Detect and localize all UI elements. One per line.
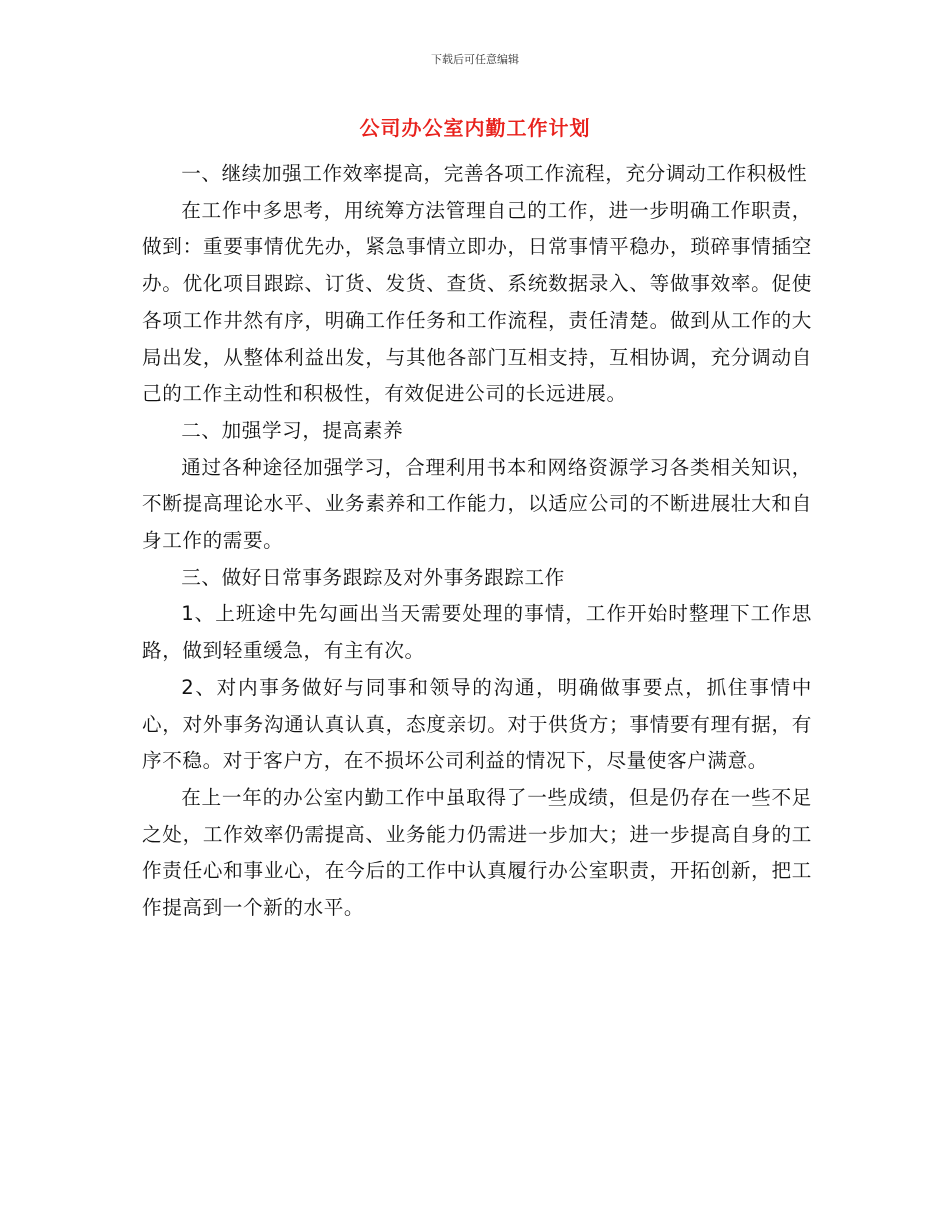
paragraph-1: 在工作中多思考，用统筹方法管理自己的工作，进一步明确工作职责，做到：重要事情优先办，紧急事情立即办，日常事情平稳办，琐碎事情插空办。优化项目跟踪、订货、发货、查货、系统数据录入、等做事效率。促使各项工作井然有序，明确工作任务和工作流程，责任清楚。做到从工作的大局出发，从整体利益出发，与其他各部门互相支持，互相协调，充分调动自己的工作主动性和积极性，有效促进公司的长远进展。: [142, 198, 812, 406]
document-body: [142, 156, 812, 927]
page-header: 下载后可任意编辑: [431, 53, 519, 66]
list-item-1: 1、上班途中先勾画出当天需要处理的事情，工作开始时整理下工作思路，做到轻重缓急，有主有次。: [142, 602, 812, 663]
section-heading-3: 三、做好日常事务跟踪及对外事务跟踪工作: [181, 565, 565, 589]
section-heading-1: 一、继续加强工作效率提高，完善各项工作流程，充分调动工作积极性: [181, 162, 808, 185]
section-heading-2: 二、加强学习，提高素养: [181, 418, 404, 442]
list-item-2: 2、对内事务做好与同事和领导的沟通，明确做事要点，抓住事情中心，对外事务沟通认真认真，态度亲切。对于供货方；事情要有理有据，有序不稳。对于客户方，在不损坏公司利益的情况下，尽量使客户满意。: [142, 675, 812, 773]
paragraph-2: 通过各种途径加强学习，合理利用书本和网络资源学习各类相关知识，不断提高理论水平、业务素养和工作能力，以适应公司的不断进展壮大和自身工作的需要。: [142, 455, 812, 553]
document-title: 公司办公室内勤工作计划: [359, 116, 591, 140]
closing-paragraph: 在上一年的办公室内勤工作中虽取得了一些成绩，但是仍存在一些不足之处，工作效率仍需提高、业务能力仍需进一步加大；进一步提高自身的工作责任心和事业心，在今后的工作中认真履行办公室职责，开拓创新，把工作提高到一个新的水平。: [142, 785, 812, 920]
